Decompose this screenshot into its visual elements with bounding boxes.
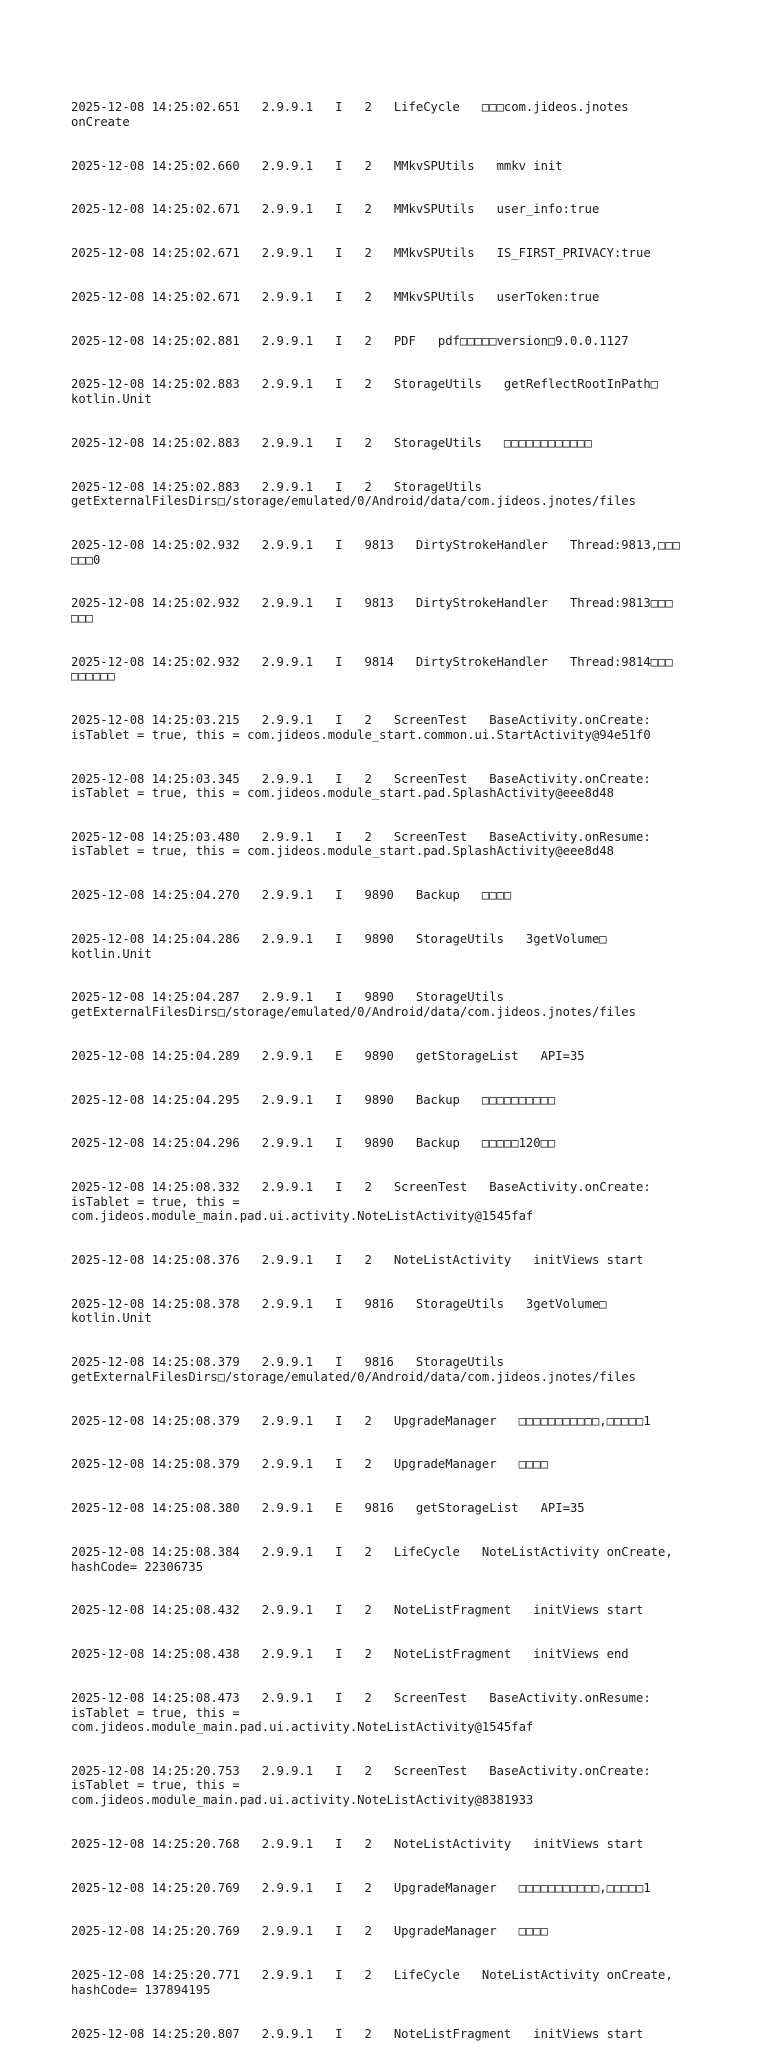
log-entry: 2025-12-08 14:25:04.270 2.9.9.1 I 9890 Backup □□□□ (71, 888, 512, 903)
log-entry: 2025-12-08 14:25:08.332 2.9.9.1 I 2 ScreenTest BaseActivity.onCreate: isTablet = true, this = com.jideos.module_main.pad.ui.activity.NoteListActivity@1545faf (71, 1180, 651, 1224)
log-entry: 2025-12-08 14:25:02.883 2.9.9.1 I 2 StorageUtils getExternalFilesDirs□/storage/emulated/0/Android/data/com.jideos.jnotes/files (71, 479, 636, 509)
log-entry: 2025-12-08 14:25:02.671 2.9.9.1 I 2 MMkvSPUtils userToken:true (71, 289, 600, 304)
log-entry: 2025-12-08 14:25:02.660 2.9.9.1 I 2 MMkvSPUtils mmkv init (71, 158, 563, 173)
log-document (71, 71, 711, 2048)
log-entry: 2025-12-08 14:25:02.883 2.9.9.1 I 2 StorageUtils getReflectRootInPath□ kotlin.Unit (71, 377, 658, 407)
log-entry: 2025-12-08 14:25:08.384 2.9.9.1 I 2 LifeCycle NoteListActivity onCreate, hashCode= 22306735 (71, 1544, 673, 1574)
log-entry: 2025-12-08 14:25:03.480 2.9.9.1 I 2 ScreenTest BaseActivity.onResume: isTablet = true, this = com.jideos.module_start.pad.SplashActivity@eee8d48 (71, 829, 651, 859)
log-entry: 2025-12-08 14:25:03.345 2.9.9.1 I 2 ScreenTest BaseActivity.onCreate: isTablet = true, this = com.jideos.module_start.pad.SplashActivity@eee8d48 (71, 771, 651, 801)
log-entry: 2025-12-08 14:25:04.296 2.9.9.1 I 9890 Backup □□□□□120□□ (71, 1136, 556, 1151)
log-entry: 2025-12-08 14:25:08.379 2.9.9.1 I 2 UpgradeManager □□□□□□□□□□□,□□□□□1 (71, 1413, 651, 1428)
log-entry: 2025-12-08 14:25:20.771 2.9.9.1 I 2 LifeCycle NoteListActivity onCreate, hashCode= 137894195 (71, 1968, 673, 1997)
log-entry: 2025-12-08 14:25:08.473 2.9.9.1 I 2 ScreenTest BaseActivity.onResume: isTablet = true, this = com.jideos.module_main.pad.ui.activity.NoteListActivity@1545faf (71, 1690, 651, 1735)
log-entry: 2025-12-08 14:25:08.376 2.9.9.1 I 2 NoteListActivity initViews start (71, 1253, 644, 1268)
log-entry: 2025-12-08 14:25:08.380 2.9.9.1 E 9816 getStorageList API=35 (71, 1501, 585, 1516)
log-entry: 2025-12-08 14:25:02.932 2.9.9.1 I 9813 DirtyStrokeHandler Thread:9813□□□ □□□ (71, 596, 673, 625)
log-entry: 2025-12-08 14:25:08.432 2.9.9.1 I 2 NoteListFragment initViews start (71, 1603, 644, 1618)
log-entry: 2025-12-08 14:25:02.932 2.9.9.1 I 9813 DirtyStrokeHandler Thread:9813,□□□ □□□0 (71, 538, 681, 567)
log-entry: 2025-12-08 14:25:20.769 2.9.9.1 I 2 UpgradeManager □□□□ (71, 1924, 548, 1939)
log-entry: 2025-12-08 14:25:02.883 2.9.9.1 I 2 StorageUtils □□□□□□□□□□□□ (71, 435, 592, 450)
log-entry: 2025-12-08 14:25:04.289 2.9.9.1 E 9890 getStorageList API=35 (71, 1048, 585, 1063)
log-entry: 2025-12-08 14:25:08.379 2.9.9.1 I 9816 StorageUtils getExternalFilesDirs□/storage/emulated/0/Android/data/com.jideos.jnotes/files (71, 1355, 636, 1384)
log-entry: 2025-12-08 14:25:02.671 2.9.9.1 I 2 MMkvSPUtils IS_FIRST_PRIVACY:true (71, 246, 651, 261)
log-entry: 2025-12-08 14:25:04.295 2.9.9.1 I 9890 Backup □□□□□□□□□□ (71, 1092, 556, 1107)
log-entry: 2025-12-08 14:25:20.769 2.9.9.1 I 2 UpgradeManager □□□□□□□□□□□,□□□□□1 (71, 1880, 651, 1895)
log-entry: 2025-12-08 14:25:02.932 2.9.9.1 I 9814 DirtyStrokeHandler Thread:9814□□□ □□□□□□ (71, 654, 673, 684)
log-entry: 2025-12-08 14:25:08.379 2.9.9.1 I 2 UpgradeManager □□□□ (71, 1457, 548, 1472)
log-entry: 2025-12-08 14:25:08.438 2.9.9.1 I 2 NoteListFragment initViews end (71, 1647, 629, 1662)
log-entry: 2025-12-08 14:25:04.287 2.9.9.1 I 9890 StorageUtils getExternalFilesDirs□/storage/emulated/0/Android/data/com.jideos.jnotes/files (71, 990, 636, 1019)
log-entry: 2025-12-08 14:25:20.807 2.9.9.1 I 2 NoteListFragment initViews start (71, 2026, 644, 2041)
log-entry: 2025-12-08 14:25:02.881 2.9.9.1 I 2 PDF pdf□□□□□version□9.0.0.1127 (71, 333, 629, 348)
log-entry: 2025-12-08 14:25:08.378 2.9.9.1 I 9816 StorageUtils 3getVolume□ kotlin.Unit (71, 1296, 607, 1326)
log-entry: 2025-12-08 14:25:02.651 2.9.9.1 I 2 LifeCycle □□□com.jideos.jnotes onCreate (71, 100, 629, 129)
log-entry: 2025-12-08 14:25:04.286 2.9.9.1 I 9890 StorageUtils 3getVolume□ kotlin.Unit (71, 932, 607, 961)
log-entry: 2025-12-08 14:25:02.671 2.9.9.1 I 2 MMkvSPUtils user_info:true (71, 202, 600, 217)
log-entry: 2025-12-08 14:25:20.768 2.9.9.1 I 2 NoteListActivity initViews start (71, 1836, 644, 1851)
log-entry: 2025-12-08 14:25:20.753 2.9.9.1 I 2 ScreenTest BaseActivity.onCreate: isTablet = true, this = com.jideos.module_main.pad.ui.activity.NoteListActivity@8381933 (71, 1763, 651, 1808)
log-entry: 2025-12-08 14:25:03.215 2.9.9.1 I 2 ScreenTest BaseActivity.onCreate: isTablet = true, this = com.jideos.module_start.common.ui.StartActivity@94e51f0 (71, 713, 651, 742)
